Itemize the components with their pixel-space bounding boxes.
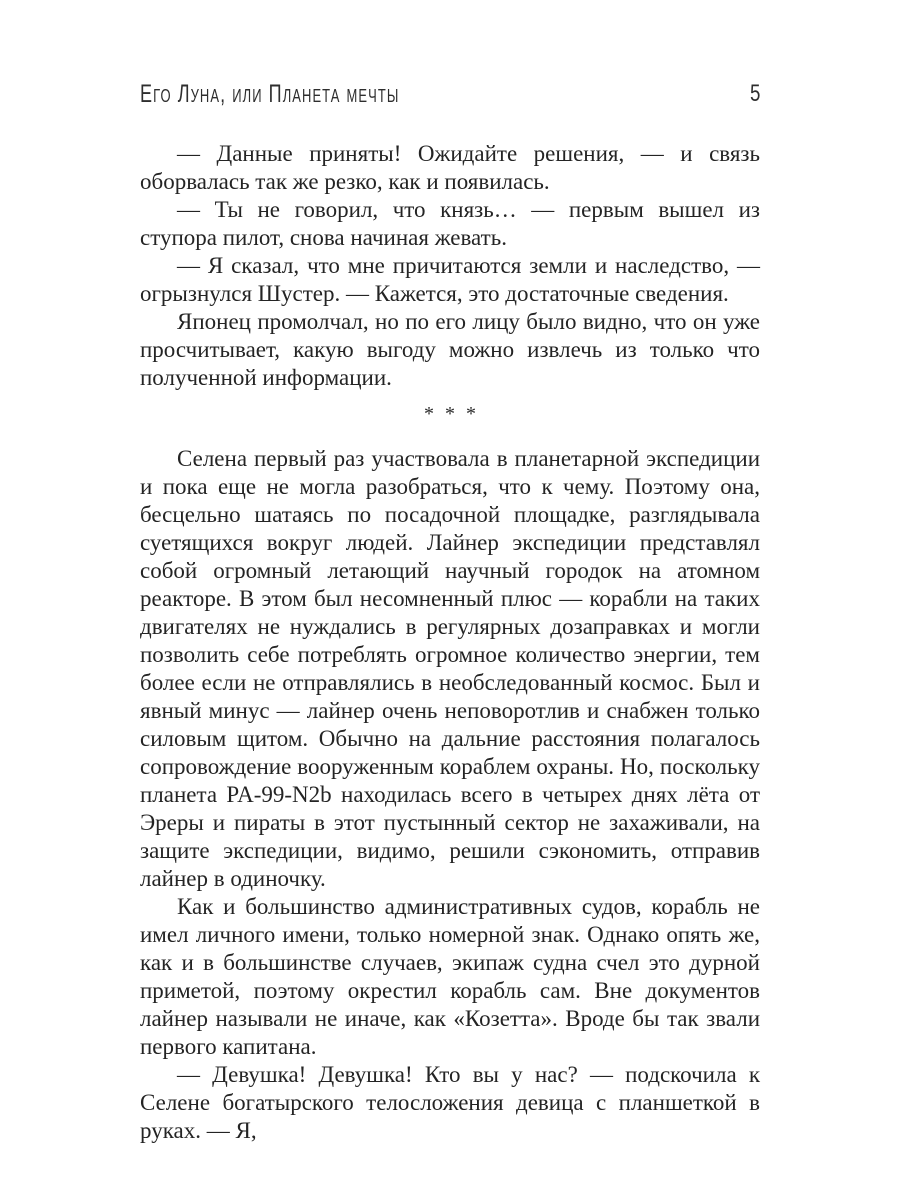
section-separator: * * * bbox=[424, 403, 479, 425]
page-number: 5 bbox=[749, 80, 760, 107]
paragraph-dialogue: — Данные приняты! Ожидайте решения, — и связь оборвалась так же резко, как и появилась. bbox=[140, 141, 760, 194]
paragraph-narrative: Селена первый раз участвовала в планетарной экспедиции и пока еще не могла разобраться, что к чему. Поэтому она, бесцельно шатаясь по посадочной площадке, разглядывала суетящихся вокруг людей. Лайнер экспедиции представлял собой огромный летающий научный городок на атомном реакторе. В этом был несомненный плюс — корабли на таких двигателях не нуждались в регулярных дозаправках и могли позволить себе потреблять огромное количество энергии, тем более если не отправлялись в необследованный космос. Был и явный минус — лайнер очень неповоротлив и снабжен только силовым щитом. Обычно на дальние расстояния полагалось сопровождение вооруженным кораблем охраны. Но, поскольку планета PA-99-N2b находилась всего в четырех днях лёта от Эреры и пираты в этот пустынный сектор не захаживали, на защите экспедиции, видимо, решили сэкономить, отправив лайнер в одиночку. bbox=[140, 446, 760, 891]
paragraph-dialogue: — Ты не говорил, что князь… — первым вышел из ступора пилот, снова начиная жевать. bbox=[140, 197, 760, 250]
page-text bbox=[140, 140, 760, 1145]
page-header bbox=[140, 82, 760, 108]
running-title: Его Луна, или Планета мечты bbox=[140, 80, 400, 108]
paragraph-dialogue: — Я сказал, что мне причитаются земли и наследство, — огрызнулся Шустер. — Кажется, это достаточные сведения. bbox=[140, 253, 760, 306]
paragraph-narrative: Японец промолчал, но по его лицу было видно, что он уже просчитывает, какую выгоду можно извлечь из только что полученной информации. bbox=[140, 309, 760, 390]
paragraph-narrative: Как и большинство административных судов, корабль не имел личного имени, только номерной знак. Однако опять же, как и в большинстве случаев, экипаж судна счел это дурной приметой, поэтому окрестил корабль сам. Вне документов лайнер называли не иначе, как «Козетта». Вроде бы так звали первого капитана. bbox=[140, 894, 760, 1059]
paragraph-dialogue: — Девушка! Девушка! Кто вы у нас? — подскочила к Селене богатырского телосложения девица с планшеткой в руках. — Я, bbox=[140, 1062, 760, 1143]
